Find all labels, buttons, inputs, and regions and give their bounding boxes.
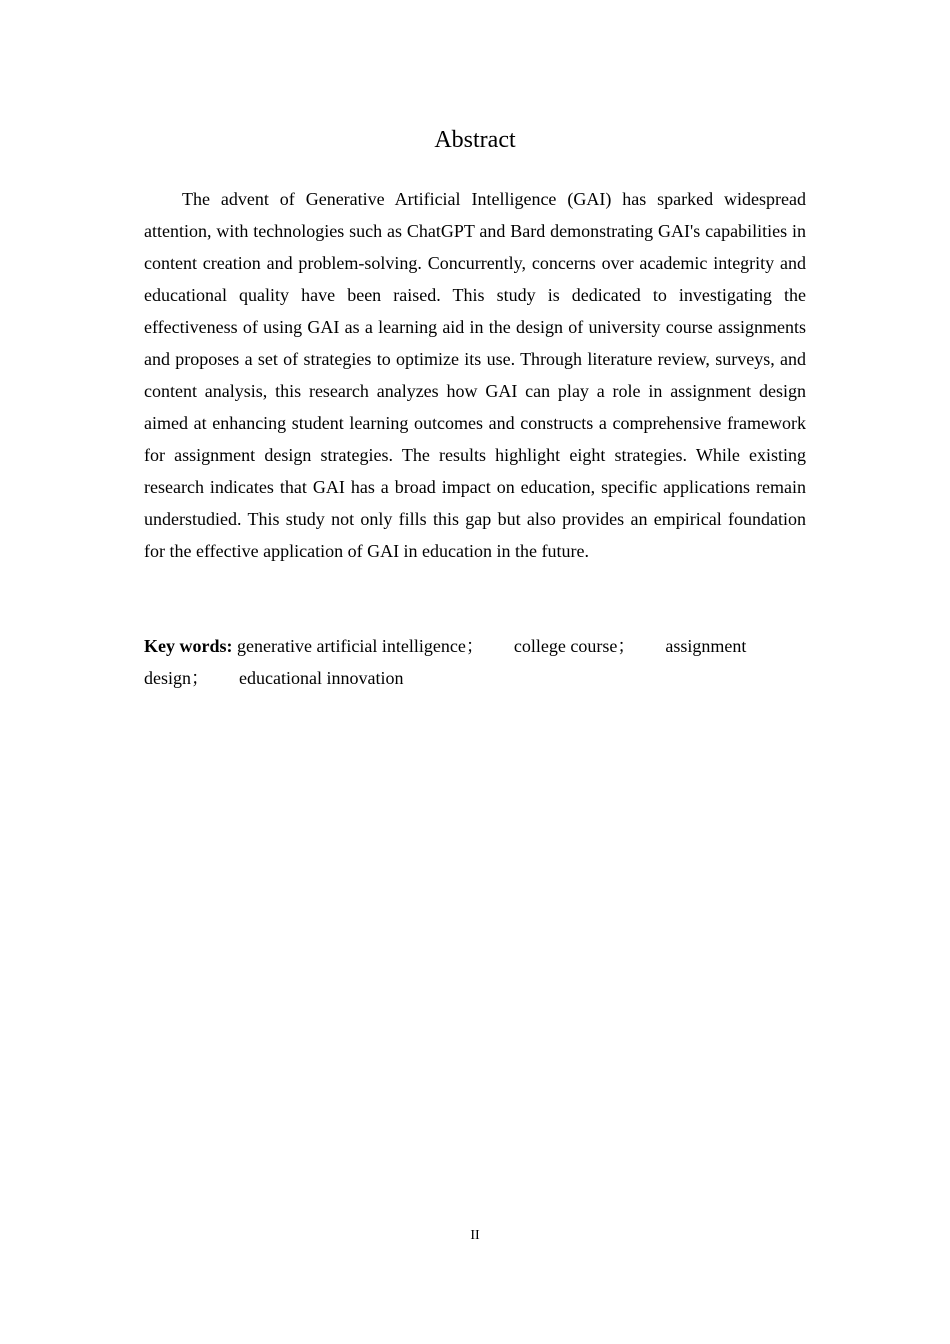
abstract-title: Abstract xyxy=(434,127,516,153)
keyword-item: assignment design； xyxy=(144,636,747,688)
keywords-label: Key words: xyxy=(144,636,233,656)
keywords-line xyxy=(144,630,806,694)
abstract-paragraph: The advent of Generative Artificial Intelligence (GAI) has sparked widespread attention, with technologies such as ChatGPT and Bard demonstrating GAI's capabilities in content creation and problem-solving. Concurrently, concerns over academic integrity and educational quality have been raised. This study is dedicated to investigating the effectiveness of using GAI as a learning aid in the design of university course assignments and proposes a set of strategies to optimize its use. Through literature review, surveys, and content analysis, this research analyzes how GAI can play a role in assignment design aimed at enhancing student learning outcomes and constructs a comprehensive framework for assignment design strategies. The results highlight eight strategies. While existing research indicates that GAI has a broad impact on education, specific applications remain understudied. This study not only fills this gap but also provides an empirical foundation for the effective application of GAI in education in the future. xyxy=(144,189,806,561)
keyword-item: generative artificial intelligence； xyxy=(237,636,484,656)
keyword-item: college course； xyxy=(513,636,636,656)
page-number: II xyxy=(470,1228,480,1243)
keyword-item: educational innovation xyxy=(239,668,404,688)
